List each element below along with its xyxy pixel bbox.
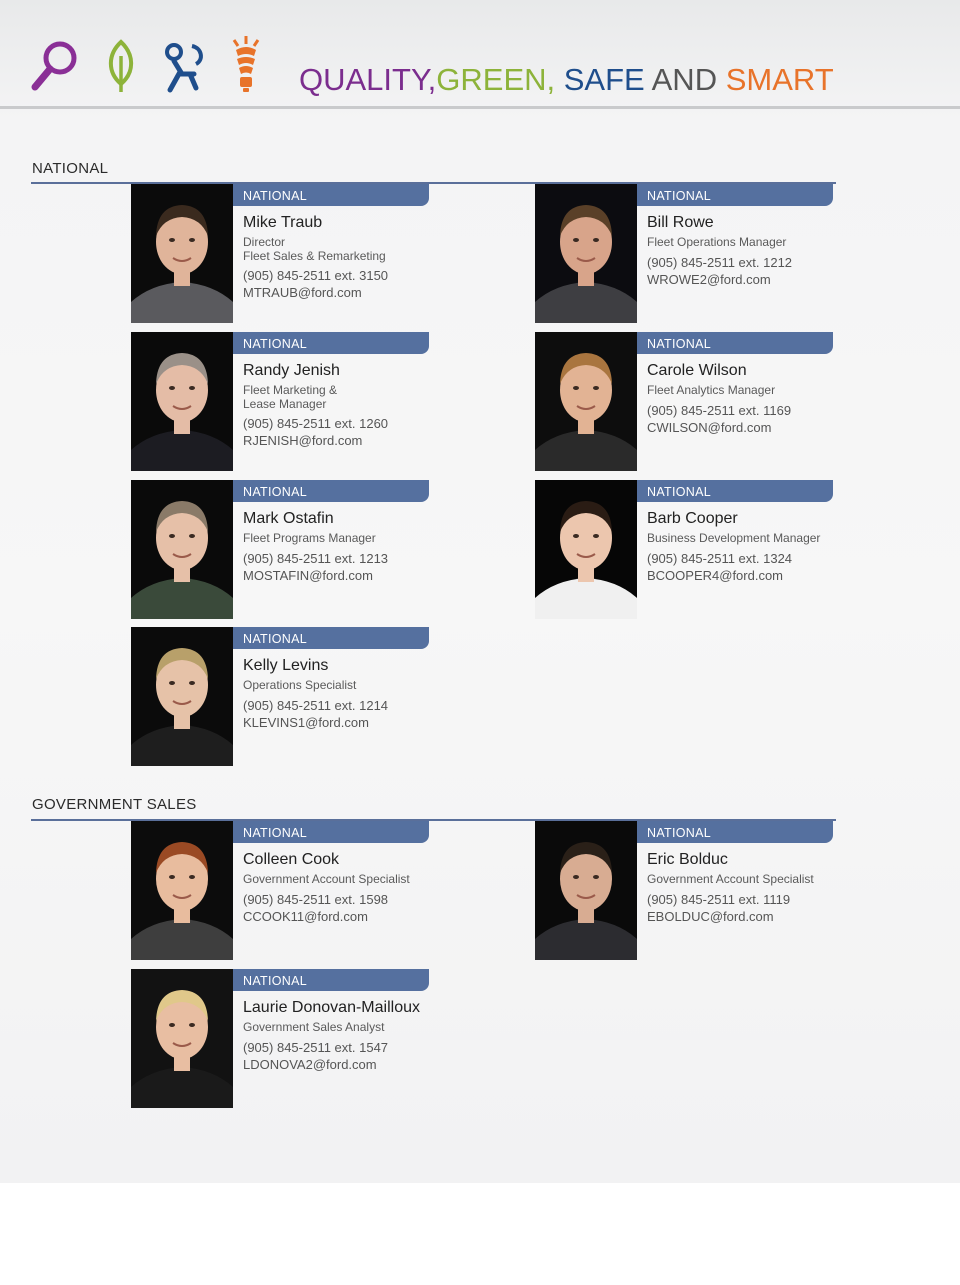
contact-region-tag: NATIONAL (233, 332, 429, 354)
contact-phone: (905) 845-2511 ext. 1119 (647, 891, 791, 907)
contact-photo (535, 332, 637, 471)
contact-card (131, 332, 431, 471)
leaf-icon (104, 34, 138, 99)
contact-card (535, 184, 835, 323)
contact-phone: (905) 845-2511 ext. 1260 (243, 416, 389, 431)
contact-title-line1: Director (243, 235, 286, 249)
section-title-government: GOVERNMENT SALES (32, 796, 197, 813)
contact-info (243, 998, 443, 1073)
contact-title-line1: Fleet Operations Manager (647, 235, 787, 249)
contact-info (647, 361, 847, 436)
contact-email-link[interactable]: RJENISH@ford.com (243, 433, 363, 448)
contact-info (243, 213, 443, 301)
contact-title-line1: Business Development Manager (647, 531, 821, 545)
contact-info (243, 850, 443, 925)
contact-info (647, 509, 847, 584)
contact-title (243, 1021, 443, 1035)
magnifier-icon (30, 34, 82, 99)
contact-name: Mark Ostafin (243, 510, 334, 527)
contact-region-tag: NATIONAL (233, 480, 429, 502)
contact-title (243, 532, 443, 546)
contact-email-link[interactable]: MOSTAFIN@ford.com (243, 567, 373, 583)
contact-region-tag: NATIONAL (637, 821, 833, 843)
contact-name: Mike Traub (243, 214, 323, 231)
section-title-national: NATIONAL (32, 160, 109, 177)
contact-title-line1: Fleet Marketing & (243, 383, 338, 397)
contact-phone: (905) 845-2511 ext. 1547 (243, 1039, 389, 1055)
contact-title-line1: Government Account Specialist (243, 872, 410, 886)
contact-title (243, 873, 443, 887)
lightbulb-icon (226, 34, 266, 101)
contact-photo (131, 332, 233, 471)
contact-region-tag: NATIONAL (637, 480, 833, 502)
contact-name: Kelly Levins (243, 657, 329, 674)
contact-title-line2: Fleet Sales & Remarketing (243, 248, 386, 263)
contact-name: Bill Rowe (647, 214, 714, 231)
contact-photo (131, 969, 233, 1108)
contact-phone: (905) 845-2511 ext. 1169 (647, 402, 792, 418)
contact-card (131, 969, 431, 1108)
contact-email-link[interactable]: CWILSON@ford.com (647, 419, 772, 435)
contact-email-link[interactable]: BCOOPER4@ford.com (647, 567, 784, 583)
contact-title (647, 873, 847, 887)
contact-photo (131, 627, 233, 766)
contact-name: Carole Wilson (647, 362, 747, 379)
contact-region-tag: NATIONAL (233, 969, 429, 991)
tagline-and: AND (651, 62, 718, 97)
contact-photo (535, 480, 637, 619)
contact-email-link[interactable]: WROWE2@ford.com (647, 271, 771, 287)
tagline-smart: SMART (725, 62, 834, 97)
contact-title-line1: Operations Specialist (243, 678, 357, 692)
contact-photo (535, 184, 637, 323)
header-divider (0, 106, 960, 109)
contact-region-tag: NATIONAL (233, 821, 429, 843)
contact-title (647, 236, 847, 250)
contact-phone: (905) 845-2511 ext. 3150 (243, 268, 389, 283)
contact-info (243, 361, 443, 449)
contact-card (535, 480, 835, 619)
contact-info (647, 850, 847, 925)
contact-title-line1: Government Account Specialist (647, 872, 814, 886)
contact-region-tag: NATIONAL (637, 332, 833, 354)
contact-title (243, 236, 443, 263)
contact-title (647, 384, 847, 398)
contact-phone: (905) 845-2511 ext. 1214 (243, 697, 389, 713)
contact-phone: (905) 845-2511 ext. 1212 (647, 254, 793, 270)
contact-email-link[interactable]: LDONOVA2@ford.com (243, 1056, 377, 1072)
contact-email-link[interactable]: CCOOK11@ford.com (243, 908, 368, 924)
contact-email-link[interactable]: MTRAUB@ford.com (243, 285, 362, 300)
tagline-quality: QUALITY, (299, 62, 437, 97)
contact-region-tag: NATIONAL (233, 184, 429, 206)
contact-title (243, 384, 443, 411)
airbag-person-icon (160, 34, 208, 99)
contact-info (647, 213, 847, 288)
contact-region-tag: NATIONAL (233, 627, 429, 649)
contact-card (535, 821, 835, 960)
contact-photo (131, 480, 233, 619)
contact-phone: (905) 845-2511 ext. 1324 (647, 550, 793, 566)
contact-title (647, 532, 847, 546)
contact-name: Randy Jenish (243, 362, 340, 379)
contact-card (131, 627, 431, 766)
contact-photo (131, 821, 233, 960)
contact-title-line1: Fleet Analytics Manager (647, 383, 776, 397)
contact-phone: (905) 845-2511 ext. 1213 (243, 550, 389, 566)
contact-name: Barb Cooper (647, 510, 738, 527)
contact-info (243, 509, 443, 584)
contact-email-link[interactable]: KLEVINS1@ford.com (243, 714, 369, 730)
contact-info (243, 656, 443, 731)
contact-card (535, 332, 835, 471)
contact-title-line1: Government Sales Analyst (243, 1020, 385, 1034)
contact-title-line2: Lease Manager (243, 396, 327, 411)
contact-title (243, 679, 443, 693)
contact-card (131, 821, 431, 960)
contact-name: Laurie Donovan-Mailloux (243, 999, 420, 1016)
tagline-green: GREEN, (436, 62, 556, 97)
contact-card (131, 480, 431, 619)
contact-photo (131, 184, 233, 323)
tagline (299, 60, 834, 100)
contact-photo (535, 821, 637, 960)
contact-region-tag: NATIONAL (637, 184, 833, 206)
contact-name: Colleen Cook (243, 851, 340, 868)
tagline-safe: SAFE (563, 62, 645, 97)
contact-phone: (905) 845-2511 ext. 1598 (243, 891, 389, 907)
contact-email-link[interactable]: EBOLDUC@ford.com (647, 908, 774, 924)
contact-name: Eric Bolduc (647, 851, 728, 868)
contact-card (131, 184, 431, 323)
contact-title-line1: Fleet Programs Manager (243, 531, 376, 545)
